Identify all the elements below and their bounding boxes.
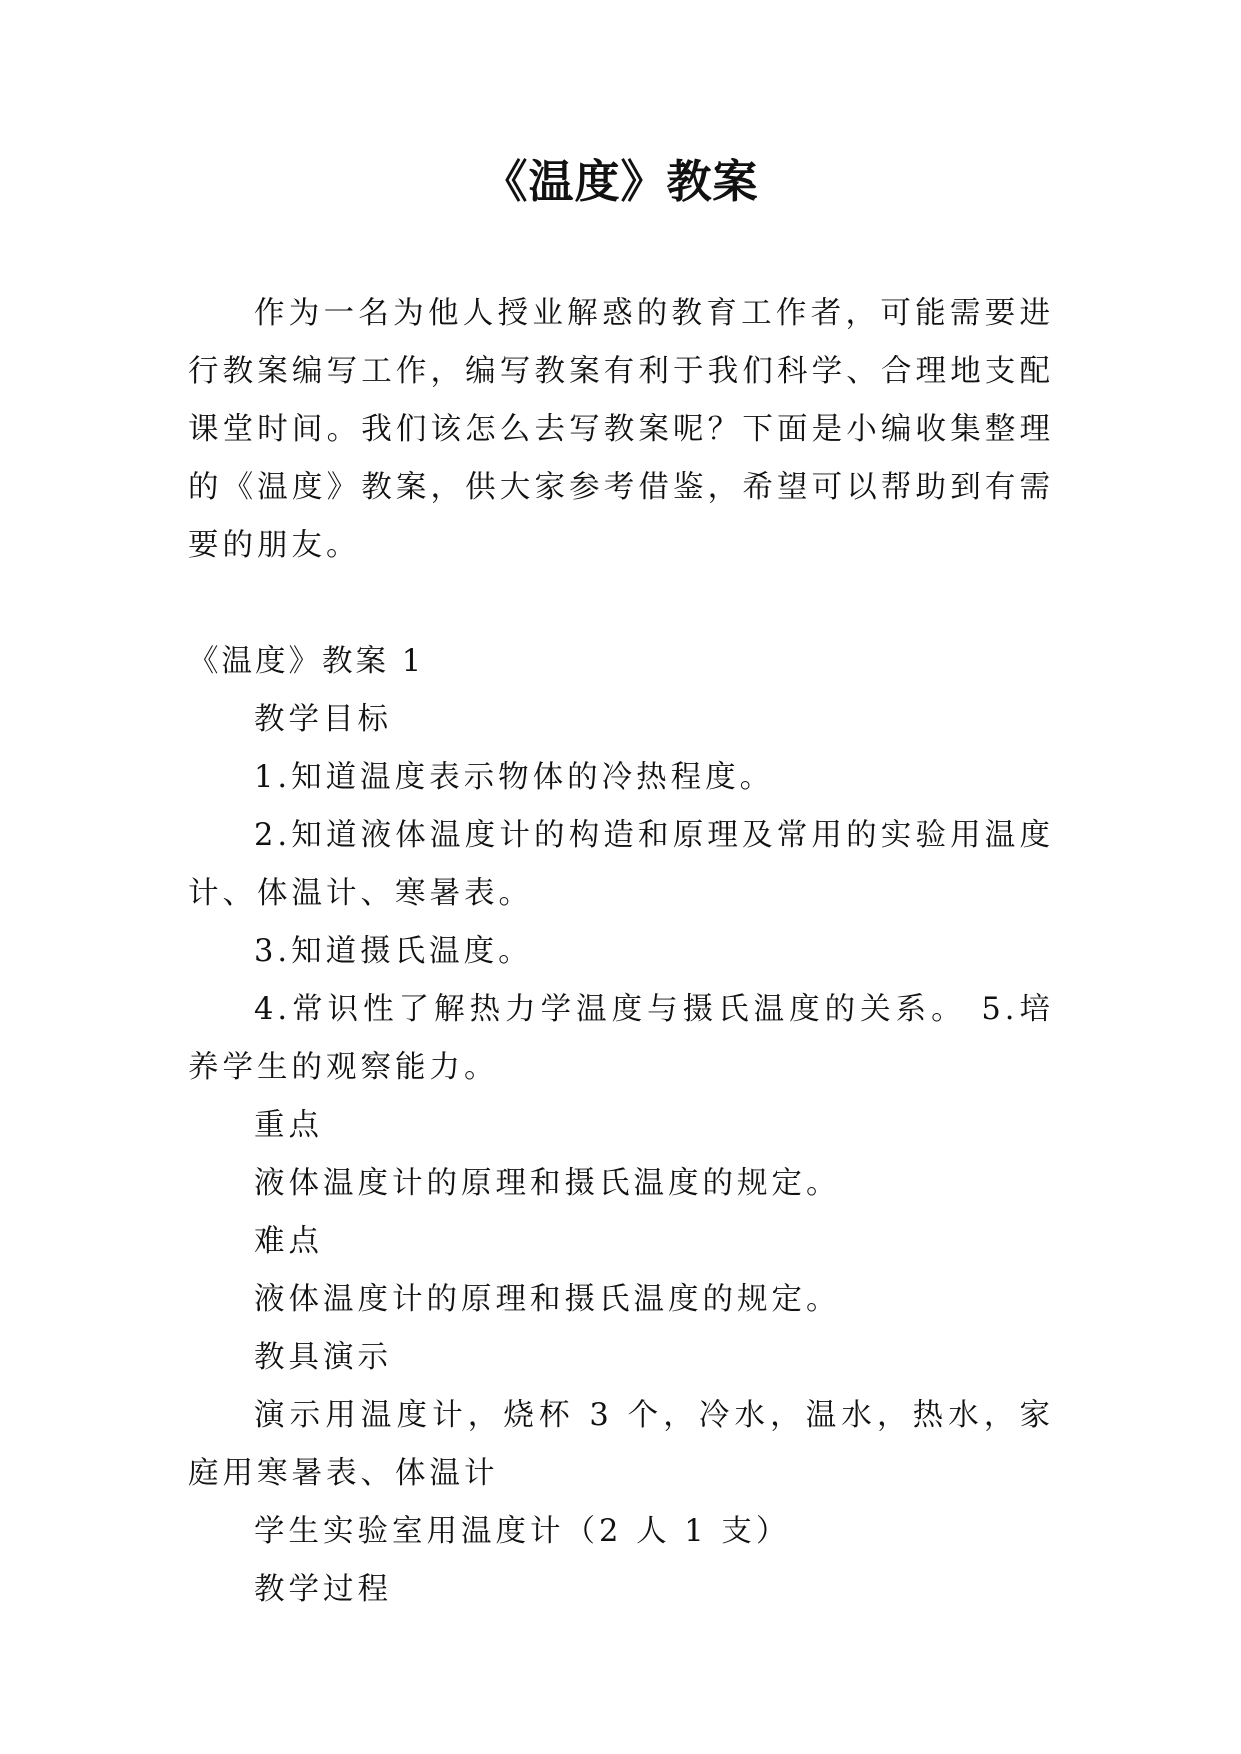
paragraph-goal-1: 1.知道温度表示物体的冷热程度。 xyxy=(254,760,775,795)
document-title: 《温度》教案 xyxy=(482,155,759,208)
paragraph-difficulty-label: 难点 xyxy=(254,1224,323,1259)
paragraph-goal-4-5: 4.常识性了解热力学温度与摄氏温度的关系。 5.培养学生的观察能力。 xyxy=(188,992,1054,1085)
paragraph-teaching-process: 教学过程 xyxy=(254,1572,392,1607)
paragraph-teaching-goals: 教学目标 xyxy=(254,702,392,737)
paragraph-teaching-aids-label: 教具演示 xyxy=(254,1340,392,1375)
intro-paragraph: 作为一名为他人授业解惑的教育工作者，可能需要进行教案编写工作，编写教案有利于我们科学、合理地支配课堂时间。我们该怎么去写教案呢？下面是小编收集整理的《温度》教案，供大家参考借鉴，希望可以帮助到有需要的朋友。 xyxy=(188,296,1054,563)
paragraph-student-equipment: 学生实验室用温度计（2 人 1 支） xyxy=(254,1514,791,1549)
paragraph-goal-3: 3.知道摄氏温度。 xyxy=(254,934,533,969)
paragraph-key-points-label: 重点 xyxy=(254,1108,323,1143)
paragraph-goal-2: 2.知道液体温度计的构造和原理及常用的实验用温度计、体温计、寒暑表。 xyxy=(188,818,1054,911)
paragraph-key-points: 液体温度计的原理和摄氏温度的规定。 xyxy=(254,1166,841,1201)
section-heading: 《温度》教案 1 xyxy=(188,644,425,679)
paragraph-difficulty: 液体温度计的原理和摄氏温度的规定。 xyxy=(254,1282,841,1317)
paragraph-teaching-aids: 演示用温度计，烧杯 3 个，冷水，温水，热水，家庭用寒暑表、体温计 xyxy=(188,1398,1054,1491)
document-body xyxy=(188,285,1054,1619)
